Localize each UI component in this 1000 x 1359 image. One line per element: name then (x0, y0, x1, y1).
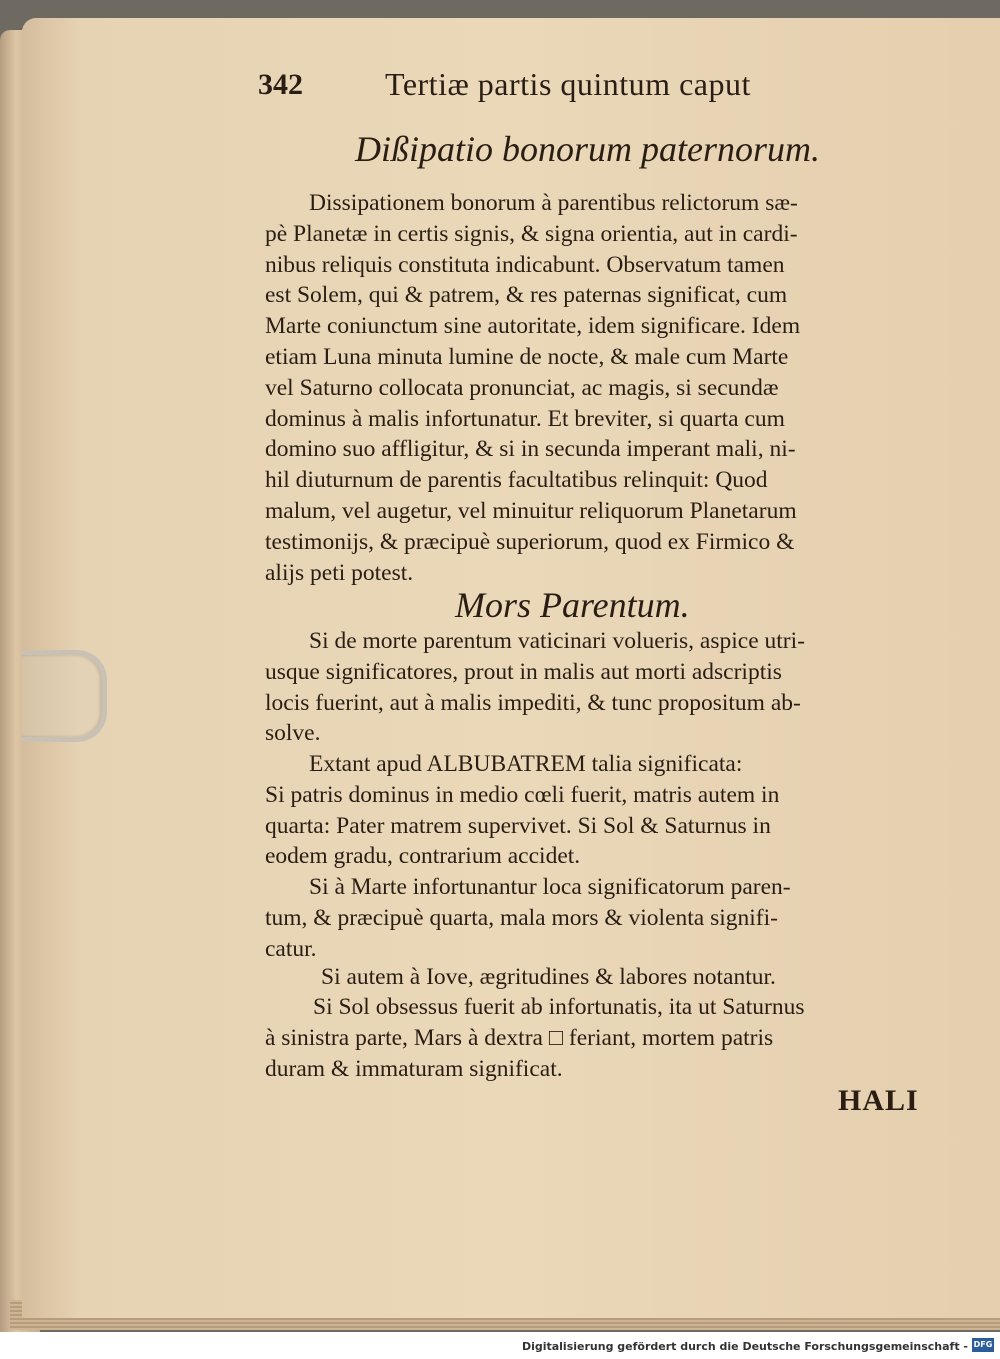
text-line: tum, & præcipuè quarta, mala mors & violenta signifi- (265, 904, 778, 931)
text-line: Si Sol obsessus fuerit ab infortunatis, ita ut Saturnus (313, 994, 805, 1020)
text-line: Si patris dominus in medio cœli fuerit, matris autem in (265, 781, 780, 808)
text-line: testimonijs, & præcipuè superiorum, quod ex Firmico & (265, 528, 795, 555)
text-line: domino suo affligitur, & si in secunda imperant mali, ni- (265, 436, 796, 463)
text-line: duram & immaturam significat. (265, 1055, 563, 1082)
text-line: solve. (265, 720, 321, 747)
text-line: à sinistra parte, Mars à dextra □ feriant, mortem patris (265, 1024, 774, 1051)
text-line: alijs peti potest. (265, 559, 414, 586)
text-line: quarta: Pater matrem supervivet. Si Sol & Saturnus in (265, 812, 771, 839)
paragraph-mors-5 (265, 994, 915, 1086)
footer-credit: Digitalisierung gefördert durch die Deutsche Forschungsgemeinschaft - (521, 1340, 968, 1353)
text-line: Si de morte parentum vaticinari volueris, aspice utri- (309, 628, 805, 654)
paper-clip (22, 650, 107, 742)
text-line: dominus à malis infortunatur. Et breviter, si quarta cum (265, 405, 785, 432)
page-number: 342 (258, 68, 303, 101)
text-line: est Solem, qui & patrem, & res paternas significat, cum (265, 282, 788, 309)
text-line: Si autem à Iove, ægritudines & labores notantur. (321, 964, 776, 990)
section-heading-dissipatio: Dißipatio bonorum paternorum. (355, 129, 821, 169)
text-line: etiam Luna minuta lumine de nocte, & male cum Marte (265, 343, 789, 370)
text-line: Marte coniunctum sine autoritate, idem significare. Idem (265, 313, 801, 340)
text-line: vel Saturno collocata pronunciat, ac magis, si secundæ (265, 374, 779, 401)
text-line: pè Planetæ in certis signis, & signa orientia, aut in cardi- (265, 220, 798, 247)
text-line: Extant apud ALBUBATREM talia significata: (309, 751, 743, 777)
running-head: Tertiæ partis quintum caput (385, 66, 751, 102)
text-line: catur. (265, 935, 317, 962)
dfg-logo-icon: DFG (972, 1338, 994, 1352)
text-line: Dissipationem bonorum à parentibus relictorum sæ- (309, 190, 798, 216)
paragraph-dissipatio (265, 190, 915, 590)
text-line: Si à Marte infortunantur loca significatorum paren- (309, 874, 791, 900)
text-line: locis fuerint, aut à malis impediti, & tunc propositum ab- (265, 689, 801, 716)
paragraph-mors-1 (265, 628, 915, 751)
text-line: hil diuturnum de parentis facultatibus relinquit: Quod (265, 467, 768, 494)
paragraph-mors-4 (265, 964, 915, 995)
paragraph-mors-3 (265, 874, 915, 966)
text-line: nibus reliquis constituta indicabunt. Observatum tamen (265, 251, 785, 278)
text-line: eodem gradu, contrarium accidet. (265, 843, 581, 870)
catchword: HALI (838, 1084, 919, 1117)
text-line: malum, vel augetur, vel minuitur reliquorum Planetarum (265, 497, 797, 524)
section-heading-mors-parentum: Mors Parentum. (455, 585, 690, 625)
text-line: usque significatores, prout in malis aut morti adscriptis (265, 658, 782, 685)
paragraph-mors-2 (265, 751, 915, 874)
